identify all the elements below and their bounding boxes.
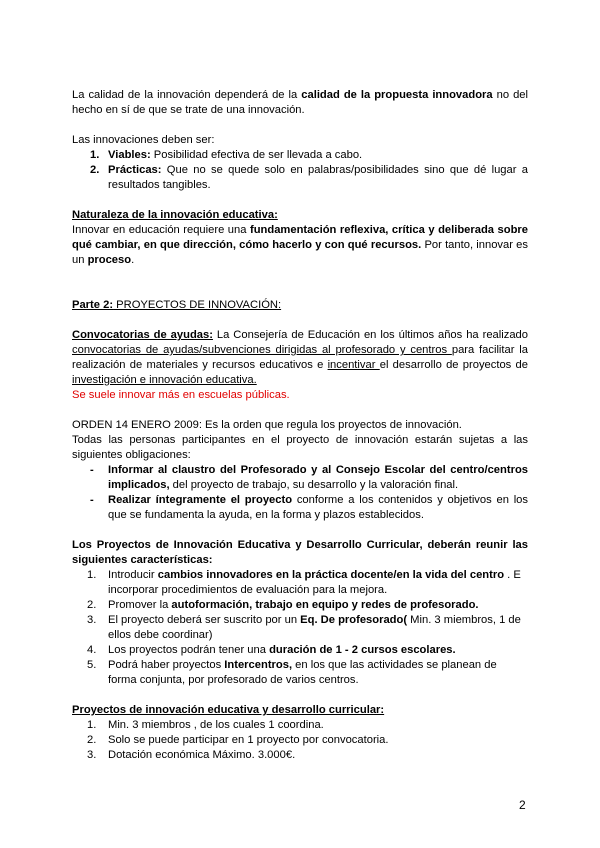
convocatorias-paragraph: Convocatorias de ayudas: La Consejería de Educación en los últimos años ha realizado convocatorias de ayudas/subvenciones dirigidas al profesorado y centros para facilitar la realización de materiales y recursos educativos e incentivar el desarrollo de proyectos de investigación e innovación educativa. xyxy=(72,329,528,386)
list-item: 1. Min. 3 miembros , de los cuales 1 coordina. xyxy=(87,719,324,731)
list-item: 4. Los proyectos podrán tener una duración de 1 - 2 cursos escolares. xyxy=(87,644,456,656)
curricular-heading: Proyectos de innovación educativa y desarrollo curricular: xyxy=(72,704,385,716)
document-page xyxy=(72,88,528,763)
red-note: Se suele innovar más en escuelas públicas. xyxy=(72,389,290,401)
naturaleza-heading: Naturaleza de la innovación educativa: xyxy=(72,209,278,221)
list-item: 3. El proyecto deberá ser suscrito por un Eq. De profesorado( Min. 3 miembros, 1 de ellos debe coordinar) xyxy=(87,614,521,641)
list-item: 2. Prácticas: Que no se quede solo en palabras/posibilidades sino que dé lugar a resultados tangibles. xyxy=(90,164,528,191)
intro-text: La calidad de la innovación dependerá de la xyxy=(72,89,302,101)
list-item: - Informar al claustro del Profesorado y al Consejo Escolar del centro/centros implicados, del proyecto de trabajo, su desarrollo y la valoración final. xyxy=(90,464,528,491)
list-item: 5. Podrá haber proyectos Intercentros, en los que las actividades se planean de forma conjunta, por profesorado de varios centros. xyxy=(87,659,497,686)
list-item: 3. Dotación económica Máximo. 3.000€. xyxy=(87,749,296,761)
naturaleza-paragraph: Innovar en educación requiere una fundamentación reflexiva, crítica y deliberada sobre qué cambiar, en que dirección, cómo hacerlo y con qué recursos. Por tanto, innovar es un proceso. xyxy=(72,224,528,266)
list-item: 2. Promover la autoformación, trabajo en equipo y redes de profesorado. xyxy=(87,599,479,611)
intro-bold: calidad de la propuesta innovadora xyxy=(301,89,493,101)
list-item: - Realizar íntegramente el proyecto conforme a los contenidos y objetivos en los que se fundamenta la ayuda, en la forma y plazos establecidos. xyxy=(90,494,528,521)
orden-line: ORDEN 14 ENERO 2009: Es la orden que regula los proyectos de innovación. xyxy=(72,419,462,431)
page-number: 2 xyxy=(519,798,526,812)
curricular-list xyxy=(72,718,528,763)
parte2-heading: Parte 2: PROYECTOS DE INNOVACIÓN: xyxy=(72,299,282,311)
obligaciones-list xyxy=(72,463,528,523)
innovaciones-lead: Las innovaciones deben ser: xyxy=(72,134,215,146)
innovaciones-list xyxy=(72,148,528,193)
intro-text-end: no del hecho en sí de que se trate de una innovación. xyxy=(72,89,529,116)
list-item: 1. Viables: Posibilidad efectiva de ser llevada a cabo. xyxy=(90,149,363,161)
list-item: 1. Introducir cambios innovadores en la práctica docente/en la vida del centro . E incorporar procedimientos de evaluación para la mejora. xyxy=(87,569,521,596)
intro-paragraph xyxy=(72,88,528,118)
caracteristicas-list xyxy=(72,568,528,688)
list-item: 2. Solo se puede participar en 1 proyecto por convocatoria. xyxy=(87,734,389,746)
proyectos-heading: Los Proyectos de Innovación Educativa y Desarrollo Curricular, deberán reunir las siguientes características: xyxy=(72,539,528,566)
orden-obligaciones: Todas las personas participantes en el proyecto de innovación estarán sujetas a las siguientes obligaciones: xyxy=(72,434,528,461)
